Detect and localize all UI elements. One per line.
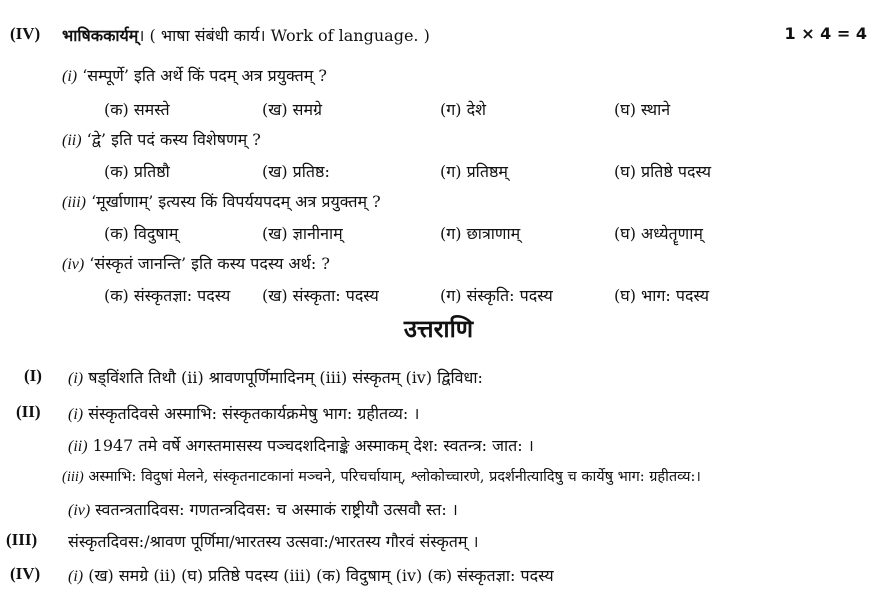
answer-number: (iv) (68, 502, 91, 519)
answer-line (62, 466, 701, 486)
answer-text: अस्माभि: विदुषां मेलने, संस्कृतनाटकानां मञ्चने, परिचर्चायाम्, श्लोकोच्चारणे, प्रदर्शनीत्यादिषु च कार्येषु भाग: ग्रहीतव्य:। (88, 469, 701, 485)
option: (क) समस्ते (104, 100, 170, 119)
option: (ग) देशे (440, 100, 486, 119)
option: (ख) संस्कृता: पदस्य (262, 286, 379, 305)
question-number: (iii) (62, 194, 86, 211)
option: (घ) भाग: पदस्य (614, 286, 709, 305)
question-3 (62, 190, 381, 212)
option: (क) संस्कृतज्ञा: पदस्य (104, 286, 231, 305)
answer-marker: (II) (16, 402, 41, 421)
answer-text: (ख) समग्रे (ii) (घ) प्रतिष्ठे पदस्य (iii) (क) विदुषाम् (iv) (क) संस्कृतज्ञा: पदस्य (88, 566, 554, 585)
question-2 (62, 128, 261, 150)
question-4 (62, 252, 330, 274)
answer-text: स्वतन्त्रतादिवस: गणतन्त्रदिवस: च अस्माकं राष्ट्रीयौ उत्सवौ स्त: । (95, 500, 458, 519)
question-text: ‘द्वे’ इति पदं कस्य विशेषणम् ? (86, 130, 261, 149)
section-title (62, 24, 430, 46)
option: (क) विदुषाम् (104, 224, 179, 243)
answer-text: संस्कृतदिवस:/श्रावण पूर्णिमा/भारतस्य उत्सवा:/भारतस्य गौरवं संस्कृतम् । (68, 532, 479, 551)
option: (ख) प्रतिष्ठ: (262, 162, 330, 181)
answer-text: 1947 तमे वर्षे अगस्तमासस्य पञ्चदशदिनाङ्के अस्माकम् देश: स्वतन्त्र: जात: । (92, 436, 534, 455)
section-subtitle: । ( भाषा संबंधी कार्य। Work of language. ) (138, 26, 430, 45)
option: (क) प्रतिष्ठौ (104, 162, 170, 181)
answer-line (68, 498, 458, 520)
question-number: (ii) (62, 132, 82, 149)
answer-line (68, 402, 419, 424)
answers-heading: उत्तराणि (403, 314, 474, 343)
answer-marker: (III) (6, 530, 38, 549)
option: (घ) स्थाने (614, 100, 671, 119)
question-text: ‘मूर्खाणाम्’ इत्यस्य किं विपर्ययपदम् अत्र प्रयुक्तम् ? (91, 192, 381, 211)
option: (ख) समग्रे (262, 100, 323, 119)
option: (ग) छात्राणाम् (440, 224, 521, 243)
section-marker: (IV) (10, 24, 41, 43)
question-number: (iv) (62, 256, 85, 273)
question-1 (62, 64, 327, 86)
answer-text: संस्कृतदिवसे अस्माभि: संस्कृतकार्यक्रमेषु भाग: ग्रहीतव्य: । (88, 404, 420, 423)
answer-number: (ii) (68, 438, 88, 455)
question-text: ‘सम्पूर्णे’ इति अर्थे किं पदम् अत्र प्रयुक्तम् ? (82, 66, 327, 85)
question-text: ‘संस्कृतं जानन्ति’ इति कस्य पदस्य अर्थ: ? (89, 254, 330, 273)
answer-marker: (I) (24, 366, 42, 385)
answer-number: (i) (68, 406, 84, 423)
option: (ग) प्रतिष्ठम् (440, 162, 508, 181)
score-label: 1 × 4 = 4 (784, 24, 867, 43)
option: (ग) संस्कृति: पदस्य (440, 286, 553, 305)
answer-number: (iii) (62, 469, 84, 485)
answer-line (68, 564, 554, 586)
section-title-sanskrit: भाषिककार्यम् (62, 26, 139, 45)
answer-line (68, 366, 483, 388)
question-number: (i) (62, 68, 78, 85)
option: (घ) अध्येतॄणाम् (614, 224, 703, 243)
answer-line (68, 434, 534, 456)
answer-number: (i) (68, 370, 84, 387)
answer-number: (i) (68, 568, 84, 585)
answer-line (68, 530, 479, 552)
option: (ख) ज्ञानीनाम् (262, 224, 343, 243)
option: (घ) प्रतिष्ठे पदस्य (614, 162, 711, 181)
answer-text: षड्विंशति तिथौ (ii) श्रावणपूर्णिमादिनम् (iii) संस्कृतम् (iv) द्विविधा: (88, 368, 483, 387)
answer-marker: (IV) (10, 564, 41, 583)
